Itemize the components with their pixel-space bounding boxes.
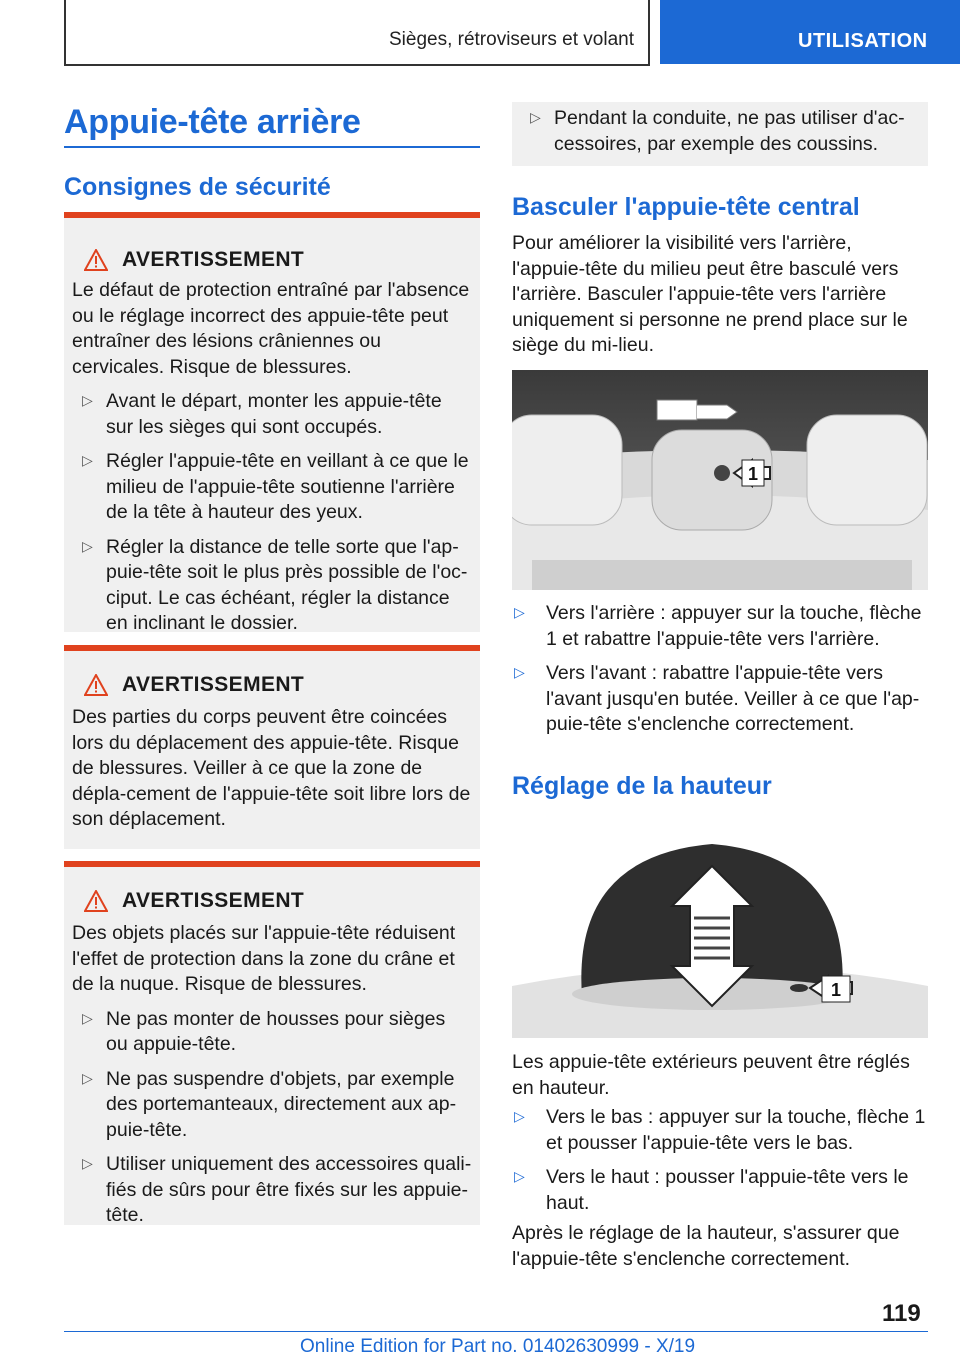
height-description: Les appuie-tête extérieurs peuvent être réglés en hauteur. xyxy=(512,1051,910,1099)
header-section-title: Sièges, rétroviseurs et volant xyxy=(388,29,634,50)
list-item: ▷ Vers l'arrière : appuyer sur la touche, flèche 1 et rabattre l'appuie-tête vers l'arrière. xyxy=(512,601,928,652)
rear-headrest-tilt-image xyxy=(512,370,928,590)
header-tab[interactable] xyxy=(660,0,960,64)
callout-label: 1 xyxy=(830,980,842,1000)
warning-triangle-icon xyxy=(84,890,108,912)
note-box xyxy=(512,102,928,166)
bullet-triangle-icon: ▷ xyxy=(82,1009,93,1026)
tilt-description: Pour améliorer la visibilité vers l'arrière, l'appuie-tête du milieu peut être basculé vers l'arrière. Basculer l'appuie-tête vers l'arrière uniquement si personne ne prend place sur le siège du mi-lieu. xyxy=(512,232,908,356)
warning-box-1 xyxy=(64,212,480,632)
list-item: ▷ Régler l'appuie-tête en veillant à ce que le milieu de l'appuie-tête soutienne l'arrière de la tête à hauteur des yeux. xyxy=(72,449,472,526)
footer-edition[interactable]: Online Edition for Part no. 01402630999 - X/19 xyxy=(300,1336,696,1357)
height-closing-text: Après le réglage de la hauteur, s'assurer que l'appuie-tête s'enclenche correctement. xyxy=(512,1222,900,1270)
page-number: 119 xyxy=(882,1300,921,1327)
warning-text: Des objets placés sur l'appuie-tête réduisent l'effet de protection dans la zone du crâne et de la nuque. Risque de blessures. xyxy=(72,922,456,995)
bullet-triangle-icon: ▷ xyxy=(82,392,93,408)
footer-divider xyxy=(64,1331,928,1332)
bullet-triangle-icon: ▷ xyxy=(514,664,525,680)
height-instructions xyxy=(512,1105,928,1216)
warning-text: Le défaut de protection entraîné par l'absence ou le réglage incorrect des appuie-tête peut entraîner des lésions crâniennes ou cervicales. Risque de blessures. xyxy=(72,279,470,378)
bullet-triangle-icon: ▷ xyxy=(82,1155,93,1171)
bullet-triangle-icon: ▷ xyxy=(530,109,541,125)
section-title-safety: Consignes de sécurité xyxy=(64,173,331,201)
page-title: Appuie-tête arrière xyxy=(64,103,361,141)
list-item: ▷ Vers l'avant : rabattre l'appuie-tête vers l'avant jusqu'en butée. Veiller à ce que l'ap-puie-tête s'enclenche correctement. xyxy=(512,661,928,738)
warning-title: AVERTISSEMENT xyxy=(122,248,305,271)
warning-text: Des parties du corps peuvent être coincées lors du déplacement des appuie-tête. Risque de blessures. Veiller à ce que la zone de dépla-cement de l'appuie-tête soit libre lors de son déplacement. xyxy=(72,706,471,830)
warning-triangle-icon xyxy=(84,674,108,696)
list-item: ▷ Ne pas monter de housses pour sièges ou appuie-tête. xyxy=(72,1007,472,1058)
section-title-tilt: Basculer l'appuie-tête central xyxy=(512,193,860,221)
bullet-triangle-icon: ▷ xyxy=(82,537,93,554)
tilt-instructions xyxy=(512,601,928,738)
list-item: ▷ Utiliser uniquement des accessoires quali-fiés de sûrs pour être fixés sur les appuie-tête. xyxy=(72,1152,472,1229)
list-item: ▷ Régler la distance de telle sorte que l'ap-puie-tête soit le plus près possible de l'oc-ciput. Le cas échéant, régler la distance en inclinant le dossier. xyxy=(72,535,472,637)
list-item: ▷ Vers le bas : appuyer sur la touche, flèche 1 et pousser l'appuie-tête vers le bas. xyxy=(512,1105,928,1156)
header-tab-label: UTILISATION xyxy=(798,30,928,52)
bullet-triangle-icon: ▷ xyxy=(82,452,93,468)
section-title-height: Réglage de la hauteur xyxy=(512,772,772,800)
warning-box-3 xyxy=(64,861,480,1225)
bullet-triangle-icon: ▷ xyxy=(514,1108,525,1124)
warning-title: AVERTISSEMENT xyxy=(122,673,305,696)
warning-box-2 xyxy=(64,645,480,849)
warning-title: AVERTISSEMENT xyxy=(122,889,305,912)
list-item: ▷ Vers le haut : pousser l'appuie-tête vers le haut. xyxy=(512,1165,928,1216)
callout-label: 1 xyxy=(747,464,759,484)
bullet-triangle-icon: ▷ xyxy=(514,604,525,620)
bullet-triangle-icon: ▷ xyxy=(514,1168,525,1184)
list-item: ▷ Ne pas suspendre d'objets, par exemple des portemanteaux, directement aux ap-puie-tête. xyxy=(72,1067,472,1144)
title-divider xyxy=(64,146,480,148)
list-item: ▷ Avant le départ, monter les appuie-tête sur les sièges qui sont occupés. xyxy=(72,389,472,440)
bullet-triangle-icon: ▷ xyxy=(82,1069,93,1086)
list-item: ▷ Pendant la conduite, ne pas utiliser d'ac-cessoires, par exemple des coussins. xyxy=(520,106,920,157)
warning-triangle-icon xyxy=(84,249,108,271)
headrest-height-image xyxy=(512,836,928,1038)
